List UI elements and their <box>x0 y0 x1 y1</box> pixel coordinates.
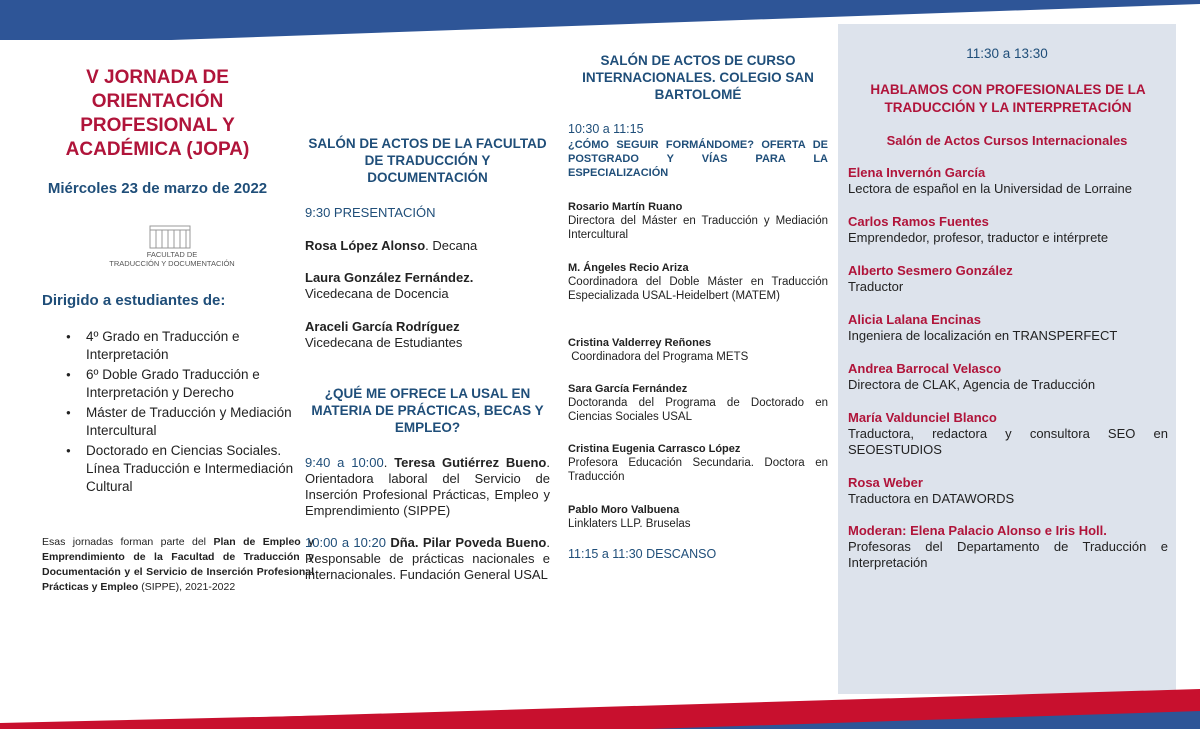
speaker-role: Ingeniera de localización en TRANSPERFECT <box>848 328 1118 343</box>
audience-list <box>66 328 296 498</box>
speaker-role: Traductor <box>848 279 904 294</box>
speaker-role: Coordinadora del Programa METS <box>568 351 749 363</box>
session-sippe: 9:40 a 10:00. Teresa Gutiérrez Bueno. Orientadora laboral del Servicio de Inserción Profesional Prácticas, Empleo y Emprendimiento (SIPPE) <box>305 455 550 518</box>
speaker-vicedean-students <box>305 319 550 351</box>
speaker-role: Vicedecana de Estudiantes <box>305 335 463 350</box>
speaker-vicedean-teaching <box>305 270 550 302</box>
speaker-name: Alicia Lalana Encinas <box>848 312 981 327</box>
session-time: 10:30 a 11:15 <box>568 122 644 136</box>
note-text-end: (SIPPE), 2021-2022 <box>138 581 236 593</box>
speaker-name: Pablo Moro Valbuena <box>568 504 680 516</box>
speaker-role: Directora de CLAK, Agencia de Traducción <box>848 377 1096 392</box>
audience-item: ● 4º Grado en Traducción e Interpretación <box>66 328 296 364</box>
break-time: 11:15 a 11:30 DESCANSO <box>568 547 717 561</box>
speaker-role: Traductora en DATAWORDS <box>848 491 1015 506</box>
speaker-role: Vicedecana de Docencia <box>305 286 449 301</box>
speaker-role: Coordinadora del Doble Máster en Traducción Especializada USAL-Heidelbert (MATEM) <box>568 276 828 302</box>
speaker-name: Teresa Gutiérrez Bueno <box>394 455 547 470</box>
speaker-role: Profesora Educación Secundaria. Doctora en Traducción <box>568 457 828 483</box>
logo-line-2: TRADUCCIÓN Y DOCUMENTACIÓN <box>109 259 235 268</box>
note-plan-name: Plan de Empleo y Emprendimiento de la Facultad de Traducción y Documentación y el Servicio de Inserción Profesional Prácticas y Empleo <box>42 536 314 593</box>
faculty-logo-text <box>82 250 262 268</box>
speaker-role: Orientadora laboral del Servicio de Inserción Profesional Prácticas, Empleo y Emprendimiento (SIPPE) <box>305 471 550 518</box>
speaker-name: Andrea Barrocal Velasco <box>848 361 1002 376</box>
speaker-name: Carlos Ramos Fuentes <box>848 214 989 229</box>
session-time: 9:40 a 10:00 <box>305 455 384 470</box>
session-subtitle: ¿CÓMO SEGUIR FORMÁNDOME? OFERTA DE POSTGRADO Y VÍAS PARA LA ESPECIALIZACIÓN <box>568 139 828 179</box>
speaker-role: Responsable de prácticas nacionales e internacionales. Fundación General USAL <box>305 551 550 582</box>
speaker-name: Dña. Pilar Poveda Bueno <box>390 535 547 550</box>
speaker-name: Elena Invernón García <box>848 165 986 180</box>
logo-line-1: FACULTAD DE <box>146 250 198 259</box>
professionals-panel <box>838 24 1176 694</box>
speaker-role: Traductora, redactora y consultora SEO en SEOESTUDIOS <box>848 426 1168 457</box>
speaker-name: Rosa López Alonso <box>305 238 426 253</box>
speaker-role: Directora del Máster en Traducción y Mediación Intercultural <box>568 215 828 241</box>
session-fundacion: 10:00 a 10:20 Dña. Pilar Poveda Bueno. Responsable de prácticas nacionales e internacionales. Fundación General USAL <box>305 535 550 582</box>
session-heading: HABLAMOS CON PROFESIONALES DE LA TRADUCCIÓN Y LA INTERPRETACIÓN <box>870 82 1146 115</box>
speaker-name: María Valdunciel Blanco <box>848 410 997 425</box>
usal-section-heading: ¿QUÉ ME OFRECE LA USAL EN MATERIA DE PRÁCTICAS, BECAS Y EMPLEO? <box>311 386 544 435</box>
speaker-role: . Decana <box>425 238 478 253</box>
audience-item: ● 6º Doble Grado Traducción e Interpretación y Derecho <box>66 366 296 402</box>
program-note <box>42 535 314 595</box>
note-text: Esas jornadas forman parte del <box>42 536 214 548</box>
venue-subheading: Salón de Actos Cursos Internacionales <box>886 133 1128 148</box>
speaker-name: Araceli García Rodríguez <box>305 319 460 334</box>
venue-heading: SALÓN DE ACTOS DE CURSO INTERNACIONALES. COLEGIO SAN BARTOLOMÉ <box>582 53 814 102</box>
presentation-time: 9:30 PRESENTACIÓN <box>305 205 436 220</box>
audience-heading: Dirigido a estudiantes de: <box>42 292 226 309</box>
moderators-name: Moderan: Elena Palacio Alonso e Iris Holl. <box>848 523 1107 538</box>
audience-item: ● Máster de Traducción y Mediación Intercultural <box>66 404 296 440</box>
event-date: Miércoles 23 de marzo de 2022 <box>47 180 268 197</box>
speaker-name: Cristina Valderrey Reñones <box>568 337 712 349</box>
speaker-name: M. Ángeles Recio Ariza <box>568 262 689 274</box>
speaker-name: Cristina Eugenia Carrasco López <box>568 443 741 455</box>
speaker-name: Sara García Fernández <box>568 383 688 395</box>
audience-item: ● Doctorado en Ciencias Sociales. Línea Traducción e Intermediación Cultural <box>66 442 296 496</box>
speaker-role: Lectora de español en la Universidad de Lorraine <box>848 181 1133 196</box>
session-time: 10:00 a 10:20 <box>305 535 386 550</box>
speaker-name: Rosario Martín Ruano <box>568 201 683 213</box>
event-title: V JORNADA DE ORIENTACIÓN PROFESIONAL Y ACADÉMICA (JOPA) <box>65 67 250 160</box>
moderators-role: Profesoras del Departamento de Traducción e Interpretación <box>848 539 1168 570</box>
bottom-decorative-band <box>0 689 1200 729</box>
speaker-role: Linklaters LLP. Bruselas <box>568 518 691 530</box>
speaker-name: Laura González Fernández. <box>305 270 474 285</box>
speaker-role: Doctoranda del Programa de Doctorado en Ciencias Sociales USAL <box>568 397 828 423</box>
speaker-role: Emprendedor, profesor, traductor e intérprete <box>848 230 1109 245</box>
venue-heading: SALÓN DE ACTOS DE LA FACULTAD DE TRADUCCIÓN Y DOCUMENTACIÓN <box>308 136 547 185</box>
speaker-dean <box>305 238 550 254</box>
speaker-name: Alberto Sesmero González <box>848 263 1013 278</box>
session-time: 11:30 a 13:30 <box>966 46 1048 61</box>
speaker-name: Rosa Weber <box>848 475 923 490</box>
